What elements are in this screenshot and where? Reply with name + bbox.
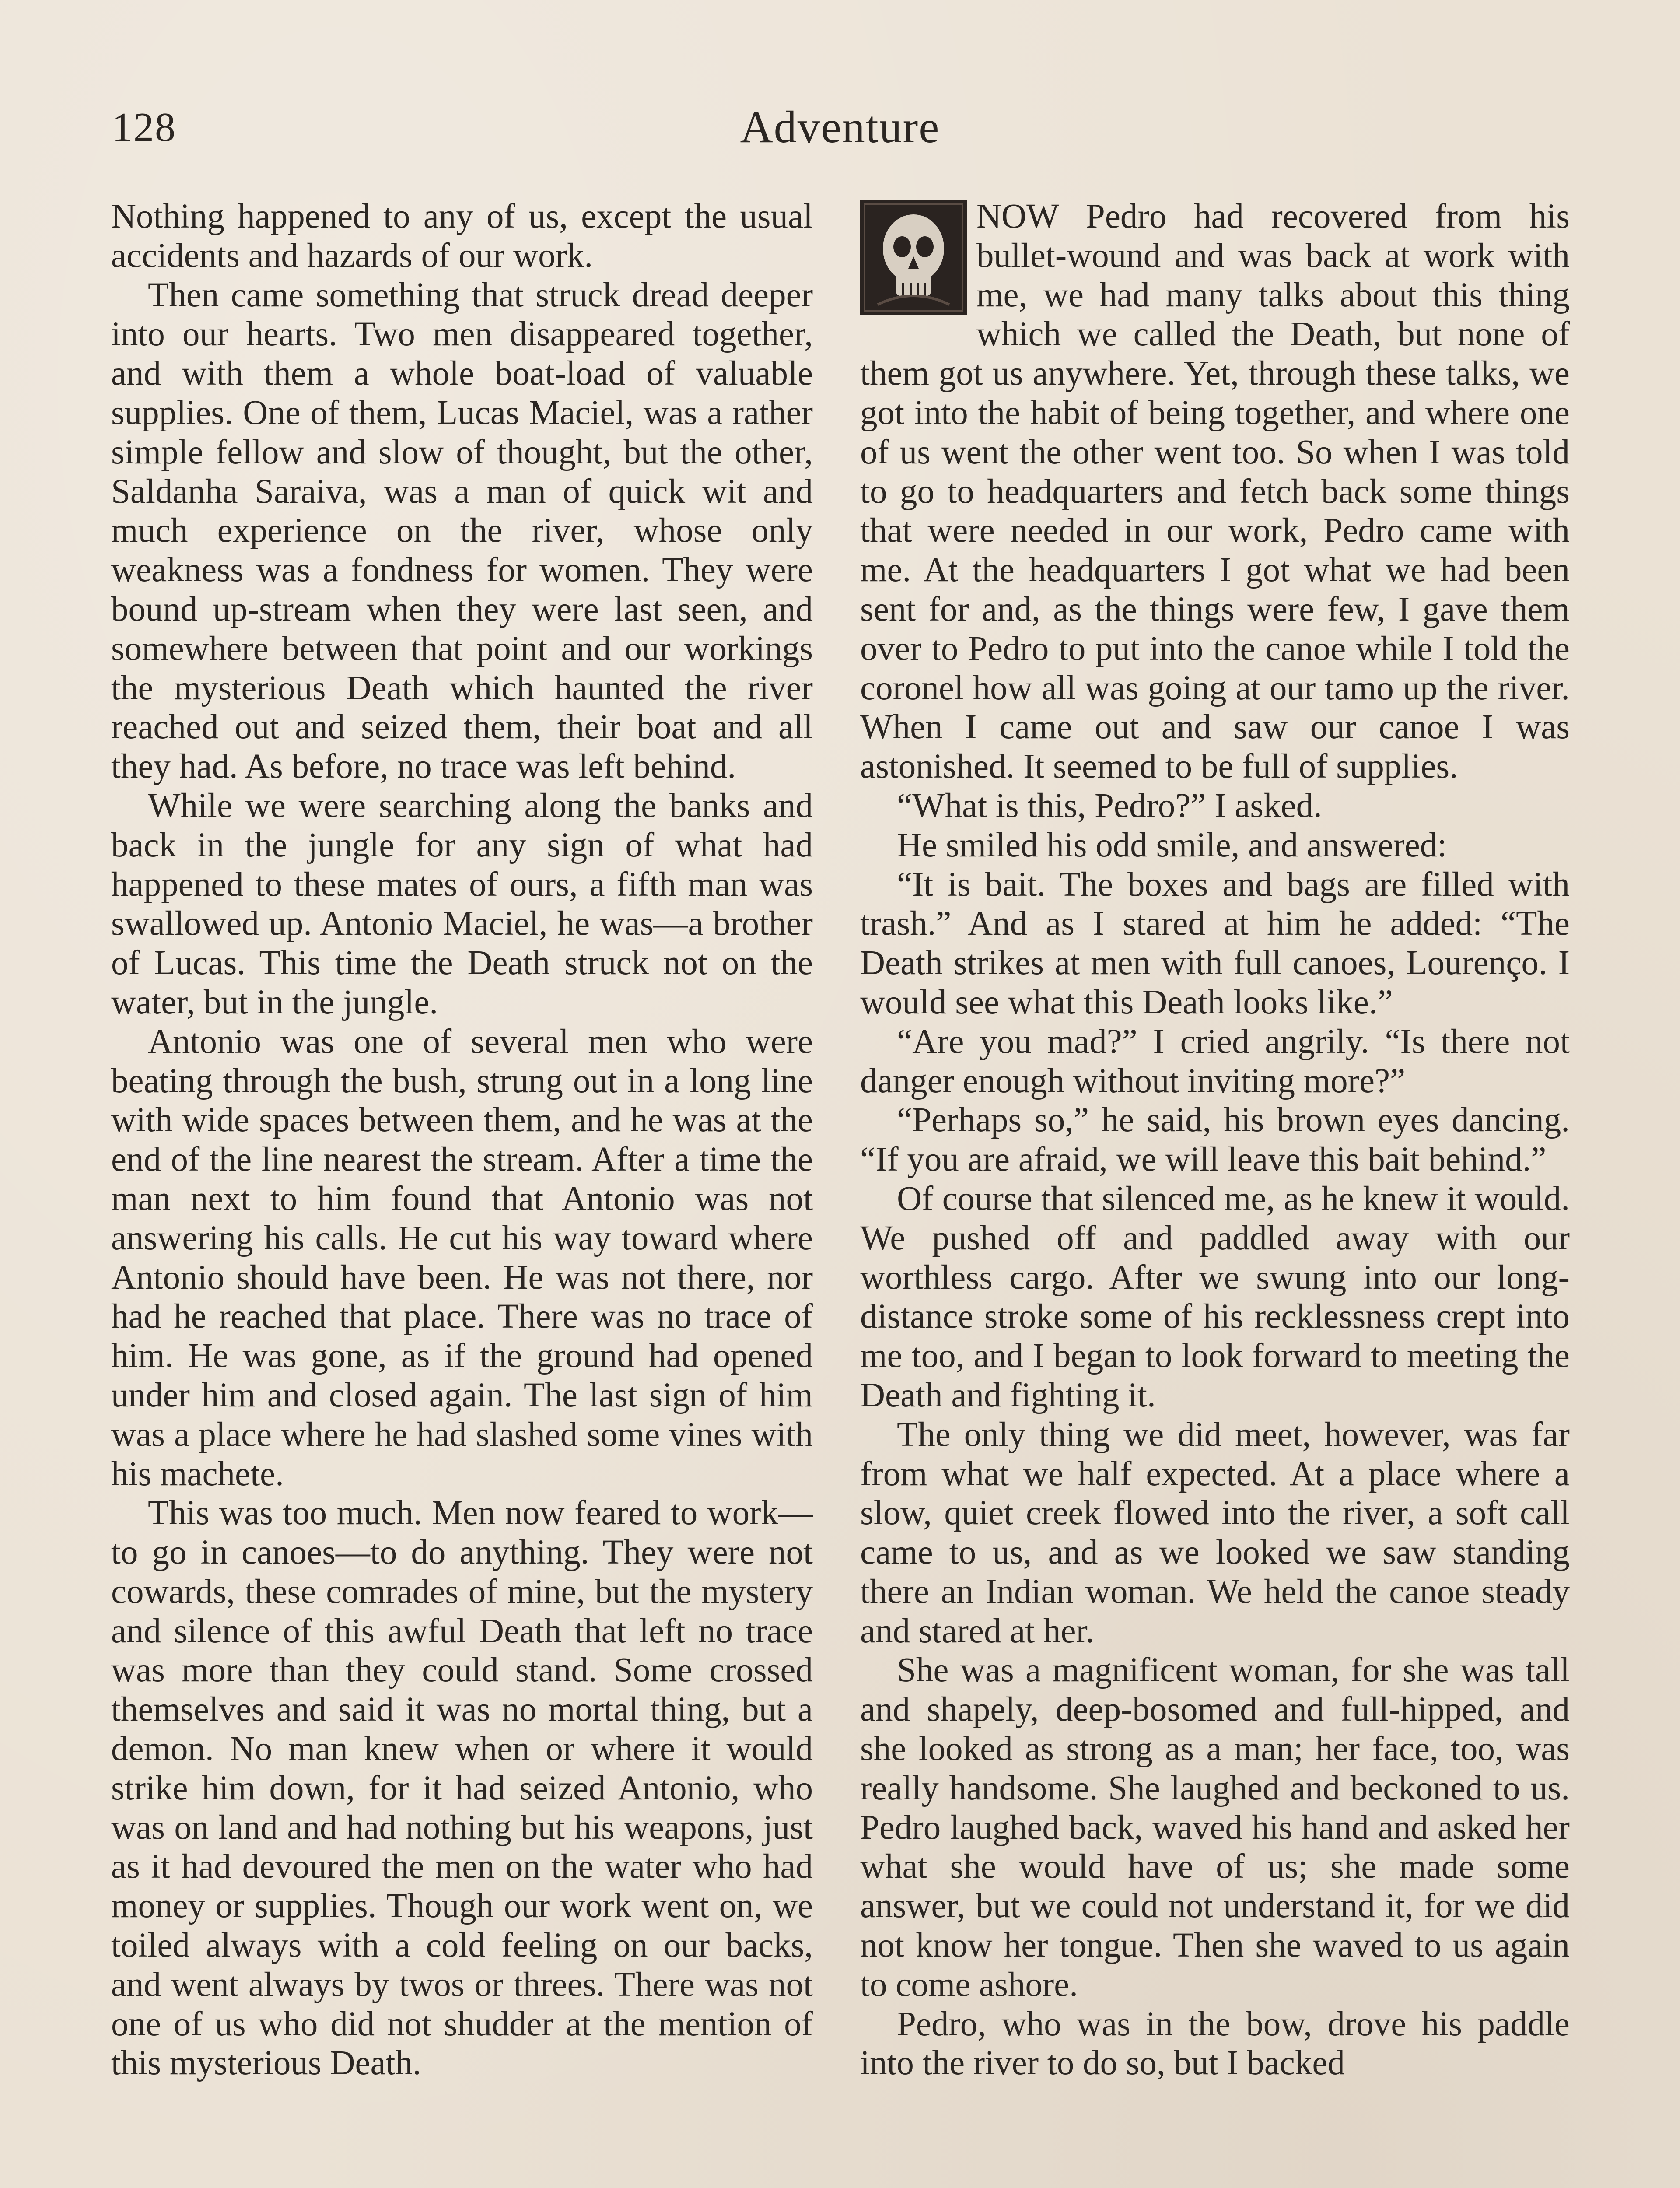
paragraph: “Perhaps so,” he said, his brown eyes dancing. “If you are afraid, we will leave this bait behind.” (860, 1101, 1570, 1179)
paragraph: Then came something that struck dread deeper into our hearts. Two men disappeared together, and with them a whole boat-load of valuable supplies. One of them, Lucas Maciel, was a rather simple fellow and slow of thought, but the other, Saldanha Saraiva, was a man of quick wit and much experience on the river, whose only weakness was a fondness for women. They were bound up-stream when they were last seen, and somewhere between that point and our workings the mysterious Death which haunted the river reached out and seized them, their boat and all they had. As before, no trace was left behind. (111, 276, 813, 786)
page-header (0, 103, 1680, 151)
skull-ornament-icon (860, 200, 967, 315)
paragraph: This was too much. Men now feared to work—to go in canoes—to do anything. They were not cowards, these comrades of mine, but the mystery and silence of this awful Death that left no trace was more than they could stand. Some crossed themselves and said it was no mortal thing, but a demon. No man knew when or where it would strike him down, for it had seized Antonio, who was on land and had nothing but his weapons, just as it had devoured the men on the water who had money or supplies. Though our work went on, we toiled always with a cold feeling on our backs, and went always by twos or threes. There was not one of us who did not shudder at the mention of this mysterious Death. (111, 1494, 813, 2083)
running-title: Adventure (740, 102, 940, 152)
paragraph: Of course that silenced me, as he knew it would. We pushed off and paddled away with our worthless cargo. After we swung into our long-distance stroke some of his recklessness crept into me too, and I began to look forward to meeting the Death and fighting it. (860, 1179, 1570, 1414)
paragraph: NOW Pedro had recovered from his bullet-wound and was back at work with me, we had many talks about this thing which we called the Death, but none of them got us anywhere. Yet, through these talks, we got into the habit of being together, and where one of us went the other went too. So when I was told to go to headquarters and fetch back some things that were needed in our work, Pedro came with me. At the headquarters I got what we had been sent for and, as the things were few, I gave them over to Pedro to put into the canoe while I told the coronel how all was going at our tamo up the river. When I came out and saw our canoe I was astonished. It seemed to be full of supplies. (860, 197, 1570, 786)
paragraph: “Are you mad?” I cried angrily. “Is there not danger enough without inviting more?” (860, 1022, 1570, 1100)
paragraph: Pedro, who was in the bow, drove his paddle into the river to do so, but I backed (860, 2005, 1570, 2083)
paragraph: She was a magnificent woman, for she was tall and shapely, deep-bosomed and full-hipped, and she looked as strong as a man; her face, too, was really handsome. She laughed and beckoned to us. Pedro laughed back, waved his hand and asked her what she would have of us; she made some answer, but we could not understand it, for we did not know her tongue. Then she waved to us again to come ashore. (860, 1651, 1570, 2004)
left-column (111, 197, 813, 2083)
page-number: 128 (112, 105, 176, 150)
paragraph: The only thing we did meet, however, was far from what we half expected. At a place where a slow, quiet creek flowed into the river, a soft call came to us, and as we looked we saw standing there an Indian woman. We held the canoe steady and stared at her. (860, 1415, 1570, 1650)
paragraph: He smiled his odd smile, and answered: (897, 826, 1447, 864)
paragraph: “It is bait. The boxes and bags are filled with trash.” And as I stared at him he added: “The Death strikes at men with full canoes, Lourenço. I would see what this Death looks like.” (860, 865, 1570, 1021)
paragraph: Antonio was one of several men who were beating through the bush, strung out in a long line with wide spaces between them, and he was at the end of the line nearest the stream. After a time the man next to him found that Antonio was not answering his calls. He cut his way toward where Antonio should have been. He was not there, nor had he reached that place. There was no trace of him. He was gone, as if the ground had opened under him and closed again. The last sign of him was a place where he had slashed some vines with his machete. (111, 1022, 813, 1493)
paragraph: “What is this, Pedro?” I asked. (897, 786, 1322, 825)
paragraph: While we were searching along the banks and back in the jungle for any sign of what had happened to these mates of ours, a fifth man was swallowed up. Antonio Maciel, he was—a brother of Lucas. This time the Death struck not on the water, but in the jungle. (111, 786, 813, 1021)
paragraph: Nothing happened to any of us, except the usual accidents and hazards of our work. (111, 197, 813, 275)
right-column (860, 197, 1570, 2083)
